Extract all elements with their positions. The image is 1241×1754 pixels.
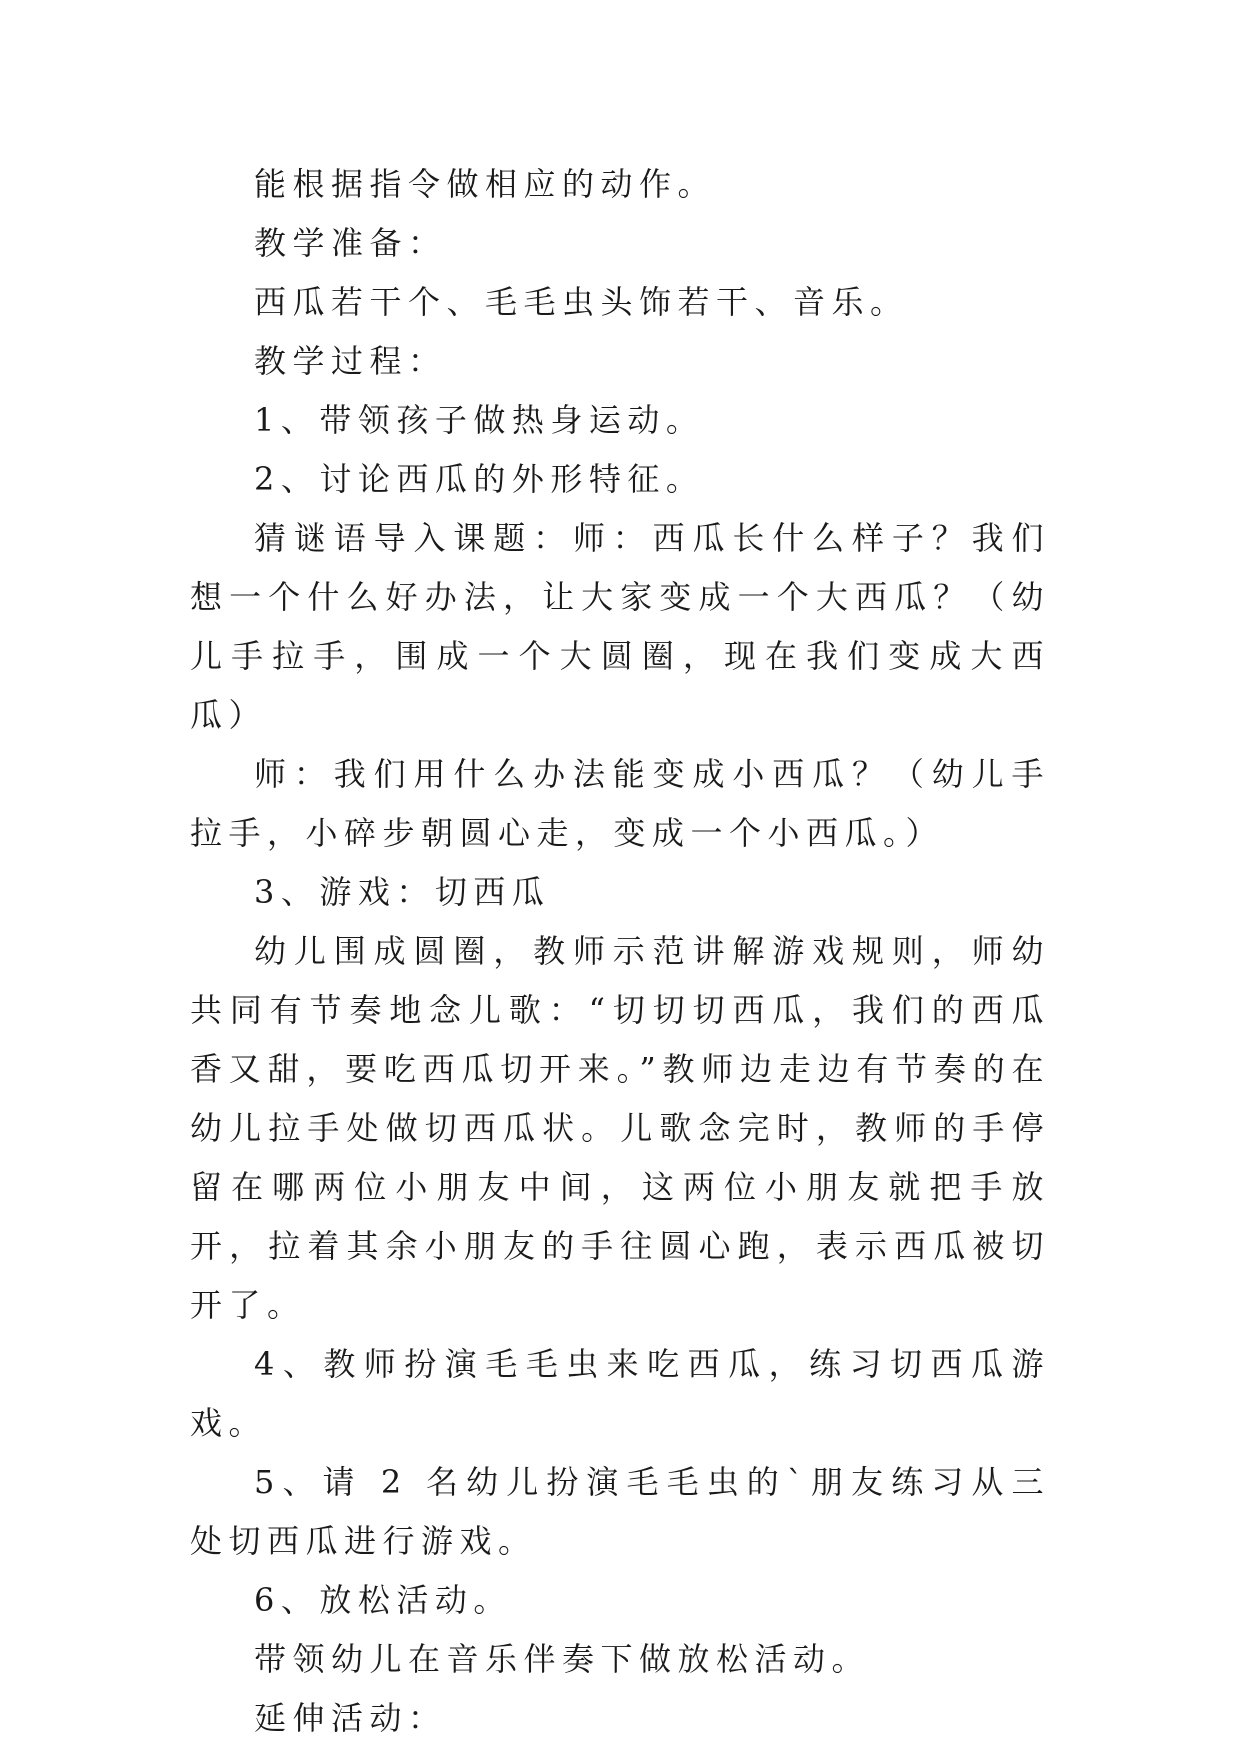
heading-extension-activity: 延伸活动： — [254, 1699, 447, 1737]
document-body — [190, 155, 1050, 1748]
step-5-two-children: 5、请 2 名幼儿扮演毛毛虫的`朋友练习从三处切西瓜进行游戏。 — [190, 1463, 1050, 1560]
paragraph-relax-music: 带领幼儿在音乐伴奏下做放松活动。 — [254, 1640, 871, 1678]
heading-teaching-preparation: 教学准备： — [254, 224, 447, 262]
step-2-discuss-watermelon: 2、讨论西瓜的外形特征。 — [254, 460, 705, 498]
heading-teaching-process: 教学过程： — [254, 342, 447, 380]
step-1-warm-up: 1、带领孩子做热身运动。 — [254, 401, 705, 439]
paragraph-riddle-intro: 猜谜语导入课题：师：西瓜长什么样子？我们想一个什么好办法，让大家变成一个大西瓜？（幼儿手拉手，围成一个大圆圈，现在我们变成大西瓜） — [190, 519, 1050, 734]
step-3-game-title: 3、游戏：切西瓜 — [254, 873, 551, 911]
step-6-relax: 6、放松活动。 — [254, 1581, 512, 1619]
paragraph-game-rules: 幼儿围成圆圈，教师示范讲解游戏规则，师幼共同有节奏地念儿歌：“切切切西瓜，我们的西瓜香又甜，要吃西瓜切开来。”教师边走边有节奏的在幼儿拉手处做切西瓜状。儿歌念完时，教师的手停留在哪两位小朋友中间，这两位小朋友就把手放开，拉着其余小朋友的手往圆心跑，表示西瓜被切开了。 — [190, 932, 1050, 1324]
paragraph-instruction-following: 能根据指令做相应的动作。 — [254, 165, 717, 203]
paragraph-materials: 西瓜若干个、毛毛虫头饰若干、音乐。 — [254, 283, 909, 321]
paragraph-small-watermelon: 师：我们用什么办法能变成小西瓜？（幼儿手拉手，小碎步朝圆心走，变成一个小西瓜。） — [190, 755, 1050, 852]
step-4-caterpillar: 4、教师扮演毛毛虫来吃西瓜，练习切西瓜游戏。 — [190, 1345, 1050, 1442]
